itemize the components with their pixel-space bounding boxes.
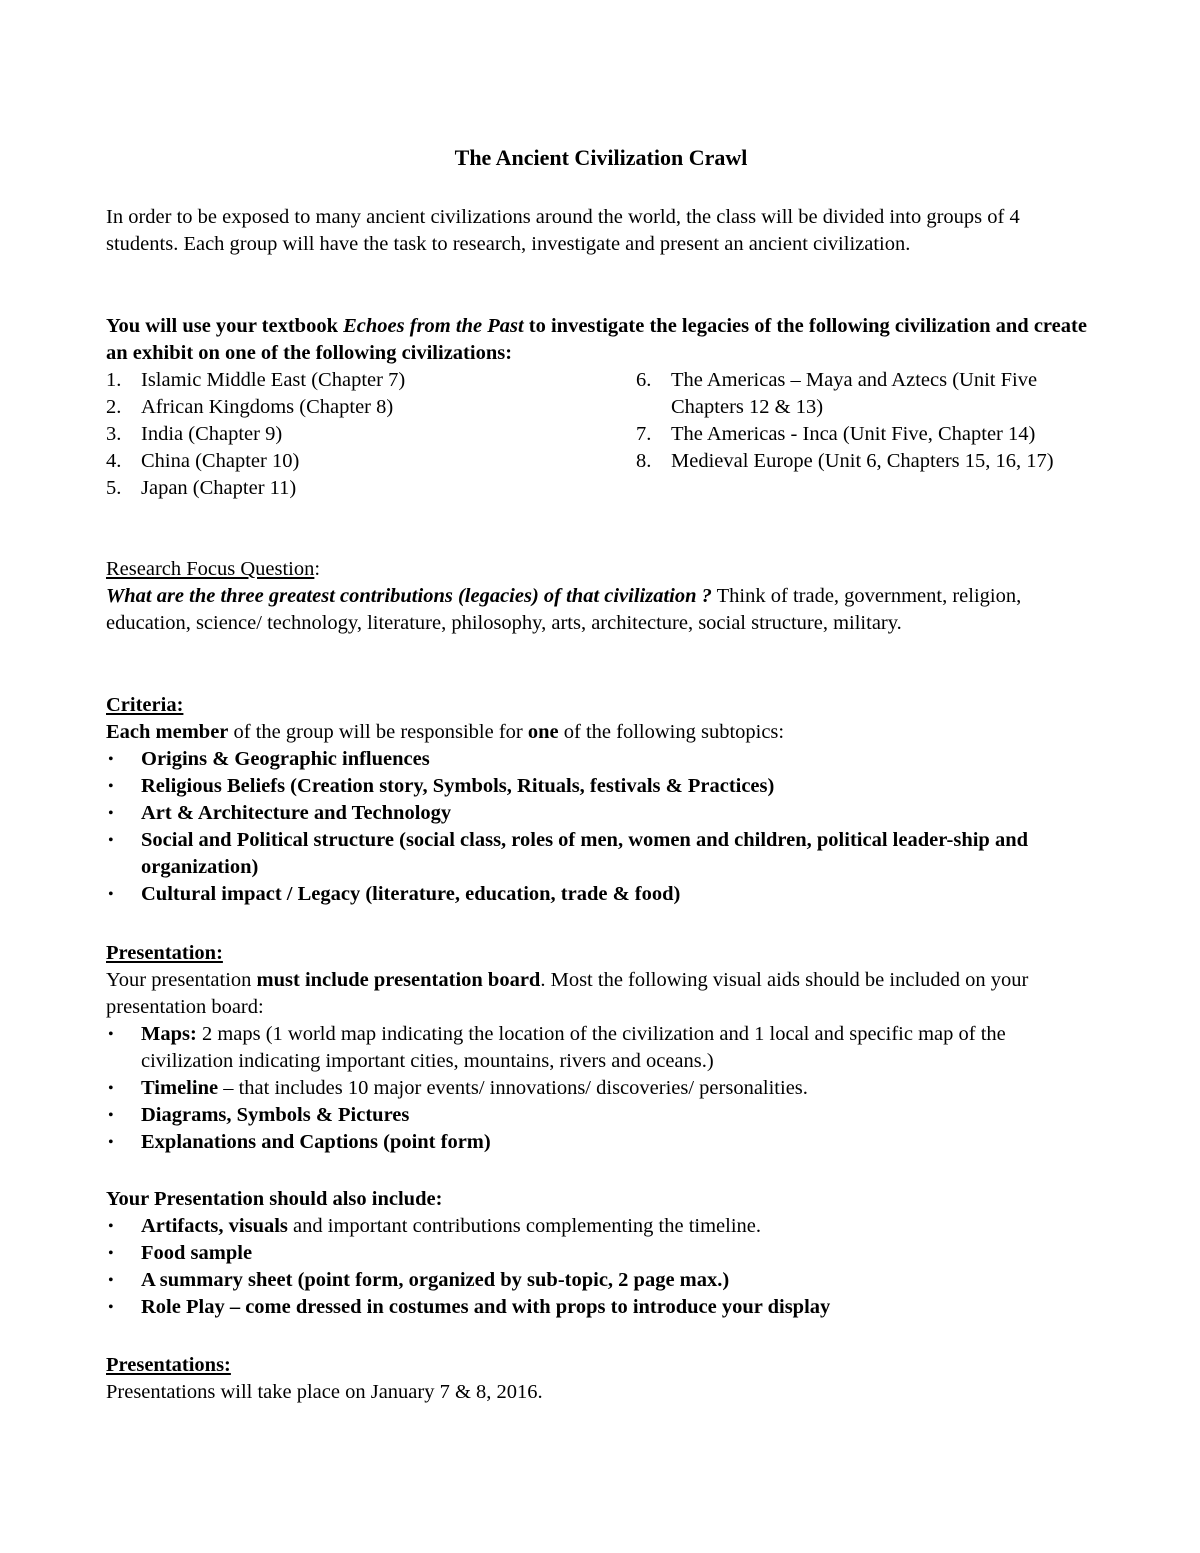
- list-item-text: Art & Architecture and Technology: [141, 802, 452, 824]
- list-number: 6.: [636, 369, 652, 391]
- presentation-section: [106, 940, 1096, 1156]
- list-item-bold: Food sample: [141, 1242, 253, 1264]
- civilization-list-left: [106, 367, 586, 502]
- presentation-intro-bold: must include presentation board: [256, 969, 541, 991]
- also-include-section: [106, 1186, 1096, 1321]
- list-item: [106, 1102, 1096, 1129]
- criteria-intro-bold-1: Each member: [106, 721, 229, 743]
- list-number: 3.: [106, 423, 122, 445]
- list-item: [106, 475, 586, 502]
- presentations-section: [106, 1352, 1096, 1406]
- also-include-list: [106, 1213, 1096, 1321]
- textbook-instruction-part1: You will use your textbook: [106, 315, 344, 337]
- list-item-text: The Americas - Inca (Unit Five, Chapter 14): [671, 423, 1036, 445]
- list-item-text: Social and Political structure (social class, roles of men, women and children, political leader-ship and organization): [141, 829, 1029, 878]
- list-item: [106, 773, 1096, 800]
- bullet-icon: •: [108, 1245, 114, 1262]
- criteria-intro-bold-2: one: [527, 721, 559, 743]
- list-item-bold: Maps:: [141, 1023, 197, 1045]
- civilization-list-right: [636, 367, 1096, 475]
- list-item-bold: A summary sheet (point form, organized by sub-topic, 2 page max.): [141, 1269, 730, 1291]
- list-item-text: 2 maps (1 world map indicating the location of the civilization and 1 local and specific map of the civilization indicating important cities, mountains, rivers and oceans.): [141, 1023, 1006, 1072]
- list-item: [106, 1294, 1096, 1321]
- list-number: 4.: [106, 450, 122, 472]
- list-item-text: – that includes 10 major events/ innovations/ discoveries/ personalities.: [218, 1077, 808, 1099]
- presentation-intro-text-2: . Most the following visual aids should be included on your presentation board:: [106, 969, 1029, 1018]
- intro-paragraph: In order to be exposed to many ancient civilizations around the world, the class will be divided into groups of 4 students. Each group will have the task to research, investigate and present an ancient civilization.: [106, 206, 1020, 255]
- list-item-text: The Americas – Maya and Aztecs (Unit Five Chapters 12 & 13): [671, 369, 1038, 418]
- criteria-list: [106, 746, 1096, 908]
- list-item-text: and important contributions complementing the timeline.: [287, 1215, 762, 1237]
- list-item: [106, 1129, 1096, 1156]
- list-number: 2.: [106, 396, 122, 418]
- textbook-instruction: [106, 313, 1091, 367]
- list-number: 1.: [106, 369, 122, 391]
- presentation-list: [106, 1021, 1096, 1156]
- bullet-icon: •: [108, 1134, 114, 1151]
- list-item-bold: Timeline: [141, 1077, 219, 1099]
- list-item: [106, 1213, 1096, 1240]
- list-item: [106, 827, 1096, 881]
- bullet-icon: •: [108, 1299, 114, 1316]
- document-title: The Ancient Civilization Crawl: [454, 145, 748, 170]
- list-item-text: India (Chapter 9): [141, 423, 283, 445]
- textbook-instruction-part2: to investigate the legacies of the following civilization and create an exhibit on one of the following civilizations:: [106, 315, 1087, 364]
- research-heading: Research Focus Question: [106, 558, 315, 580]
- list-item: [106, 1267, 1096, 1294]
- criteria-heading: Criteria:: [106, 694, 184, 716]
- research-heading-line: [106, 556, 1096, 583]
- list-item-bold: Diagrams, Symbols & Pictures: [141, 1104, 410, 1126]
- bullet-icon: •: [108, 1218, 114, 1235]
- list-item: [106, 448, 586, 475]
- criteria-intro: [106, 719, 1096, 746]
- list-item-bold: Role Play – come dressed in costumes and with props to introduce your display: [141, 1296, 831, 1318]
- textbook-title: Echoes from the Past: [343, 315, 524, 337]
- list-item: [106, 800, 1096, 827]
- bullet-icon: •: [108, 1080, 114, 1097]
- list-number: 5.: [106, 477, 122, 499]
- list-item-text: Religious Beliefs (Creation story, Symbols, Rituals, festivals & Practices): [141, 775, 775, 797]
- list-item-text: Japan (Chapter 11): [141, 477, 297, 499]
- research-question-detail: Think of trade, government, religion, education, science/ technology, literature, philosophy, arts, architecture, social structure, military.: [106, 585, 1022, 634]
- bullet-icon: •: [108, 805, 114, 822]
- criteria-intro-text-1: of the group will be responsible for: [228, 721, 528, 743]
- bullet-icon: •: [108, 886, 114, 903]
- list-item-text: Islamic Middle East (Chapter 7): [141, 369, 406, 391]
- list-item-text: China (Chapter 10): [141, 450, 300, 472]
- research-section: [106, 556, 1096, 637]
- list-item-text: Cultural impact / Legacy (literature, education, trade & food): [141, 883, 681, 905]
- list-item: [106, 1240, 1096, 1267]
- presentation-intro-text-1: Your presentation: [106, 969, 257, 991]
- list-item: [106, 394, 586, 421]
- presentation-intro: [106, 967, 1096, 1021]
- list-item: [106, 746, 1096, 773]
- bullet-icon: •: [108, 778, 114, 795]
- bullet-icon: •: [108, 751, 114, 768]
- list-item-text: Medieval Europe (Unit 6, Chapters 15, 16, 17): [671, 450, 1054, 472]
- criteria-intro-text-2: of the following subtopics:: [558, 721, 785, 743]
- list-item: [106, 881, 1096, 908]
- list-number: 7.: [636, 423, 652, 445]
- research-question-paragraph: [106, 583, 1096, 637]
- bullet-icon: •: [108, 1107, 114, 1124]
- also-include-heading: Your Presentation should also include:: [106, 1188, 443, 1210]
- bullet-icon: •: [108, 832, 114, 849]
- research-heading-colon: :: [314, 558, 321, 580]
- bullet-icon: •: [108, 1272, 114, 1289]
- list-item-bold: Explanations and Captions (point form): [141, 1131, 491, 1153]
- list-item: [636, 421, 1096, 448]
- list-item: [106, 367, 586, 394]
- list-item-text: African Kingdoms (Chapter 8): [141, 396, 394, 418]
- list-item: [636, 367, 1096, 421]
- list-item-bold: Artifacts, visuals: [141, 1215, 288, 1237]
- presentation-heading: Presentation:: [106, 942, 223, 964]
- list-item-text: Origins & Geographic influences: [141, 748, 430, 770]
- list-item: [106, 421, 586, 448]
- list-number: 8.: [636, 450, 652, 472]
- criteria-section: [106, 692, 1096, 908]
- list-item: [106, 1021, 1096, 1075]
- presentations-heading: Presentations:: [106, 1354, 231, 1376]
- list-item: [636, 448, 1096, 475]
- bullet-icon: •: [108, 1026, 114, 1043]
- list-item: [106, 1075, 1096, 1102]
- research-question: What are the three greatest contributions (legacies) of that civilization ?: [106, 585, 712, 607]
- presentations-date-text: Presentations will take place on January 7 & 8, 2016.: [106, 1381, 543, 1403]
